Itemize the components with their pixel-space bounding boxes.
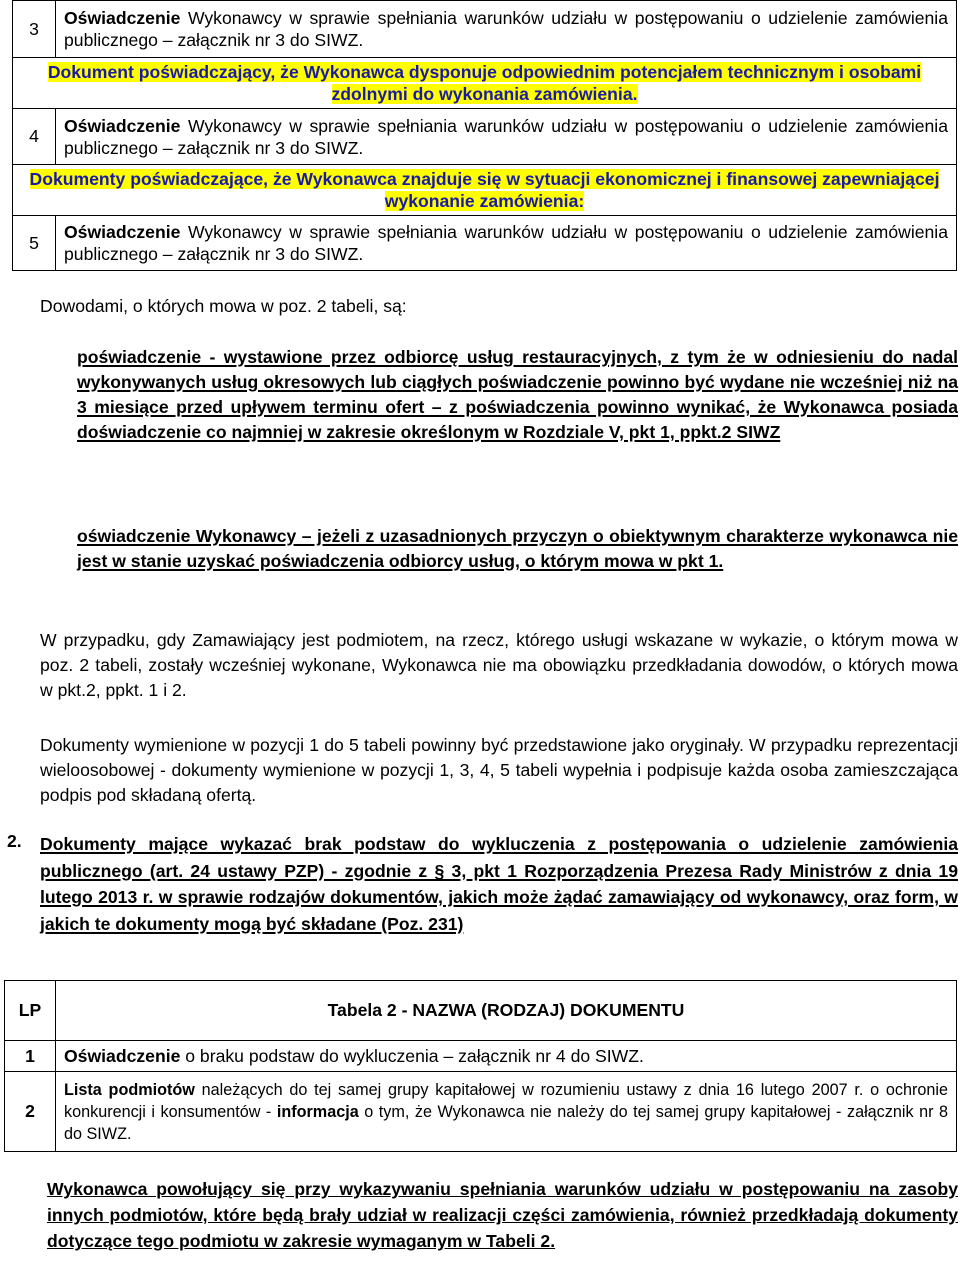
table-section-heading <box>13 165 957 216</box>
section-number: 2. <box>7 831 22 851</box>
row-bold-text: Lista podmiotów <box>64 1080 195 1099</box>
row-plain-text: o braku podstaw do wykluczenia – załącznik nr 4 do SIWZ. <box>180 1046 644 1066</box>
highlighted-heading-fin: Dokumenty poświadczające, że Wykonawca znajduje się w sytuacji ekonomicznej i finansowej zapewniającej wykonanie zamówienia: <box>29 169 940 211</box>
row-bold-text: Oświadczenie <box>64 222 181 242</box>
column-header-lp: LP <box>5 981 56 1041</box>
table-row <box>5 1041 957 1072</box>
column-header-title: Tabela 2 - NAZWA (RODZAJ) DOKUMENTU <box>56 981 957 1041</box>
documents-table-2 <box>4 980 957 1152</box>
section-2-heading: Dokumenty mające wykazać brak podstaw do wykluczenia z postępowania o udzielenie zamówienia publicznego (art. 24 ustawy PZP) - zgodnie z § 3, pkt 1 Rozporządzenia Prezesa Rady Ministrów z dnia 19 lutego 2013 r. w sprawie rodzajów dokumentów, jakich może żądać zamawiający od wykonawcy, oraz form, w jakich te dokumenty mogą być składane (Poz. 231) <box>40 834 958 934</box>
row-text <box>56 216 957 271</box>
paragraph-oryginaly: Dokumenty wymienione w pozycji 1 do 5 tabeli powinny być przedstawione jako oryginały. W przypadku reprezentacji wieloosobowej - dokumenty wymienione w pozycji 1, 3, 4, 5 tabeli wypełnia i podpisuje każda osoba zamieszczająca podpis pod składaną ofertą. <box>40 735 958 805</box>
row-plain-text: Wykonawcy w sprawie spełniania warunków udziału w postępowaniu o udzielenie zamówienia publicznego – załącznik nr 3 do SIWZ. <box>64 222 948 264</box>
highlighted-heading-tech: Dokument poświadczający, że Wykonawca dysponuje odpowiednim potencjałem technicznym i osobami zdolnymi do wykonania zamówienia. <box>47 62 922 104</box>
row-plain-text: należących do tej samej grupy kapitałowej w rozumieniu ustawy z dnia 16 lutego 2007 r. o ochronie konkurencji i konsumentów - <box>64 1080 948 1121</box>
row-bold-text: Oświadczenie <box>64 115 181 136</box>
row-plain-text: Wykonawcy w sprawie spełniania warunków udziału w postępowaniu o udzielenie zamówienia publicznego – załącznik nr 3 do SIWZ. <box>64 115 948 158</box>
row-bold-text-2: informacja <box>276 1102 359 1121</box>
row-plain-text: Wykonawcy w sprawie spełniania warunków udziału w postępowaniu o udzielenie zamówienia publicznego – załącznik nr 3 do SIWZ. <box>64 8 948 50</box>
row-text <box>56 1041 957 1072</box>
table-row <box>13 1 957 58</box>
table-header-row <box>5 981 957 1041</box>
row-number: 3 <box>13 1 56 58</box>
row-plain-text-2: o tym, że Wykonawca nie należy do tej samej grupy kapitałowej - załącznik nr 8 do SIWZ. <box>64 1102 948 1143</box>
paragraph-zamawiajacy: W przypadku, gdy Zamawiający jest podmiotem, na rzecz, którego usługi wskazane w wykazie, o którym mowa w poz. 2 tabeli, zostały wcześniej wykonane, Wykonawca nie ma obowiązku przedkładania dowodów, o których mowa w pkt.2, ppkt. 1 i 2. <box>40 630 958 700</box>
final-note: Wykonawca powołujący się przy wykazywaniu spełniania warunków udziału w postępowaniu na zasoby innych podmiotów, które będą brały udział w realizacji części zamówienia, również przedkładają dokumenty dotyczące tego podmiotu w zakresie wymaganym w Tabeli 2. <box>47 1179 958 1251</box>
row-number: 2 <box>5 1072 56 1152</box>
documents-table-1 <box>12 0 957 271</box>
table-row <box>5 1072 957 1152</box>
row-text <box>56 1 957 58</box>
row-number: 1 <box>5 1041 56 1072</box>
table-row <box>13 109 957 165</box>
evidence-intro: Dowodami, o których mowa w poz. 2 tabeli, są: <box>40 296 407 316</box>
table-row <box>13 216 957 271</box>
row-number: 4 <box>13 109 56 165</box>
row-text <box>56 109 957 165</box>
evidence-item-2: oświadczenie Wykonawcy – jeżeli z uzasadnionych przyczyn o obiektywnym charakterze wykonawca nie jest w stanie uzyskać poświadczenia odbiorcy usług, o którym mowa w pkt 1. <box>77 526 958 571</box>
row-text <box>56 1072 957 1152</box>
table-section-heading <box>13 58 957 109</box>
evidence-item-1: poświadczenie - wystawione przez odbiorcę usług restauracyjnych, z tym że w odniesieniu do nadal wykonywanych usług okresowych lub ciągłych poświadczenie powinno być wydane nie wcześniej niż na 3 miesiące przed upływem terminu ofert – z poświadczenia powinno wynikać, że Wykonawca posiada doświadczenie co najmniej w zakresie określonym w Rozdziale V, pkt 1, ppkt.2 SIWZ <box>77 347 958 442</box>
row-bold-text: Oświadczenie <box>64 8 181 28</box>
row-bold-text: Oświadczenie <box>64 1046 181 1066</box>
row-number: 5 <box>13 216 56 271</box>
